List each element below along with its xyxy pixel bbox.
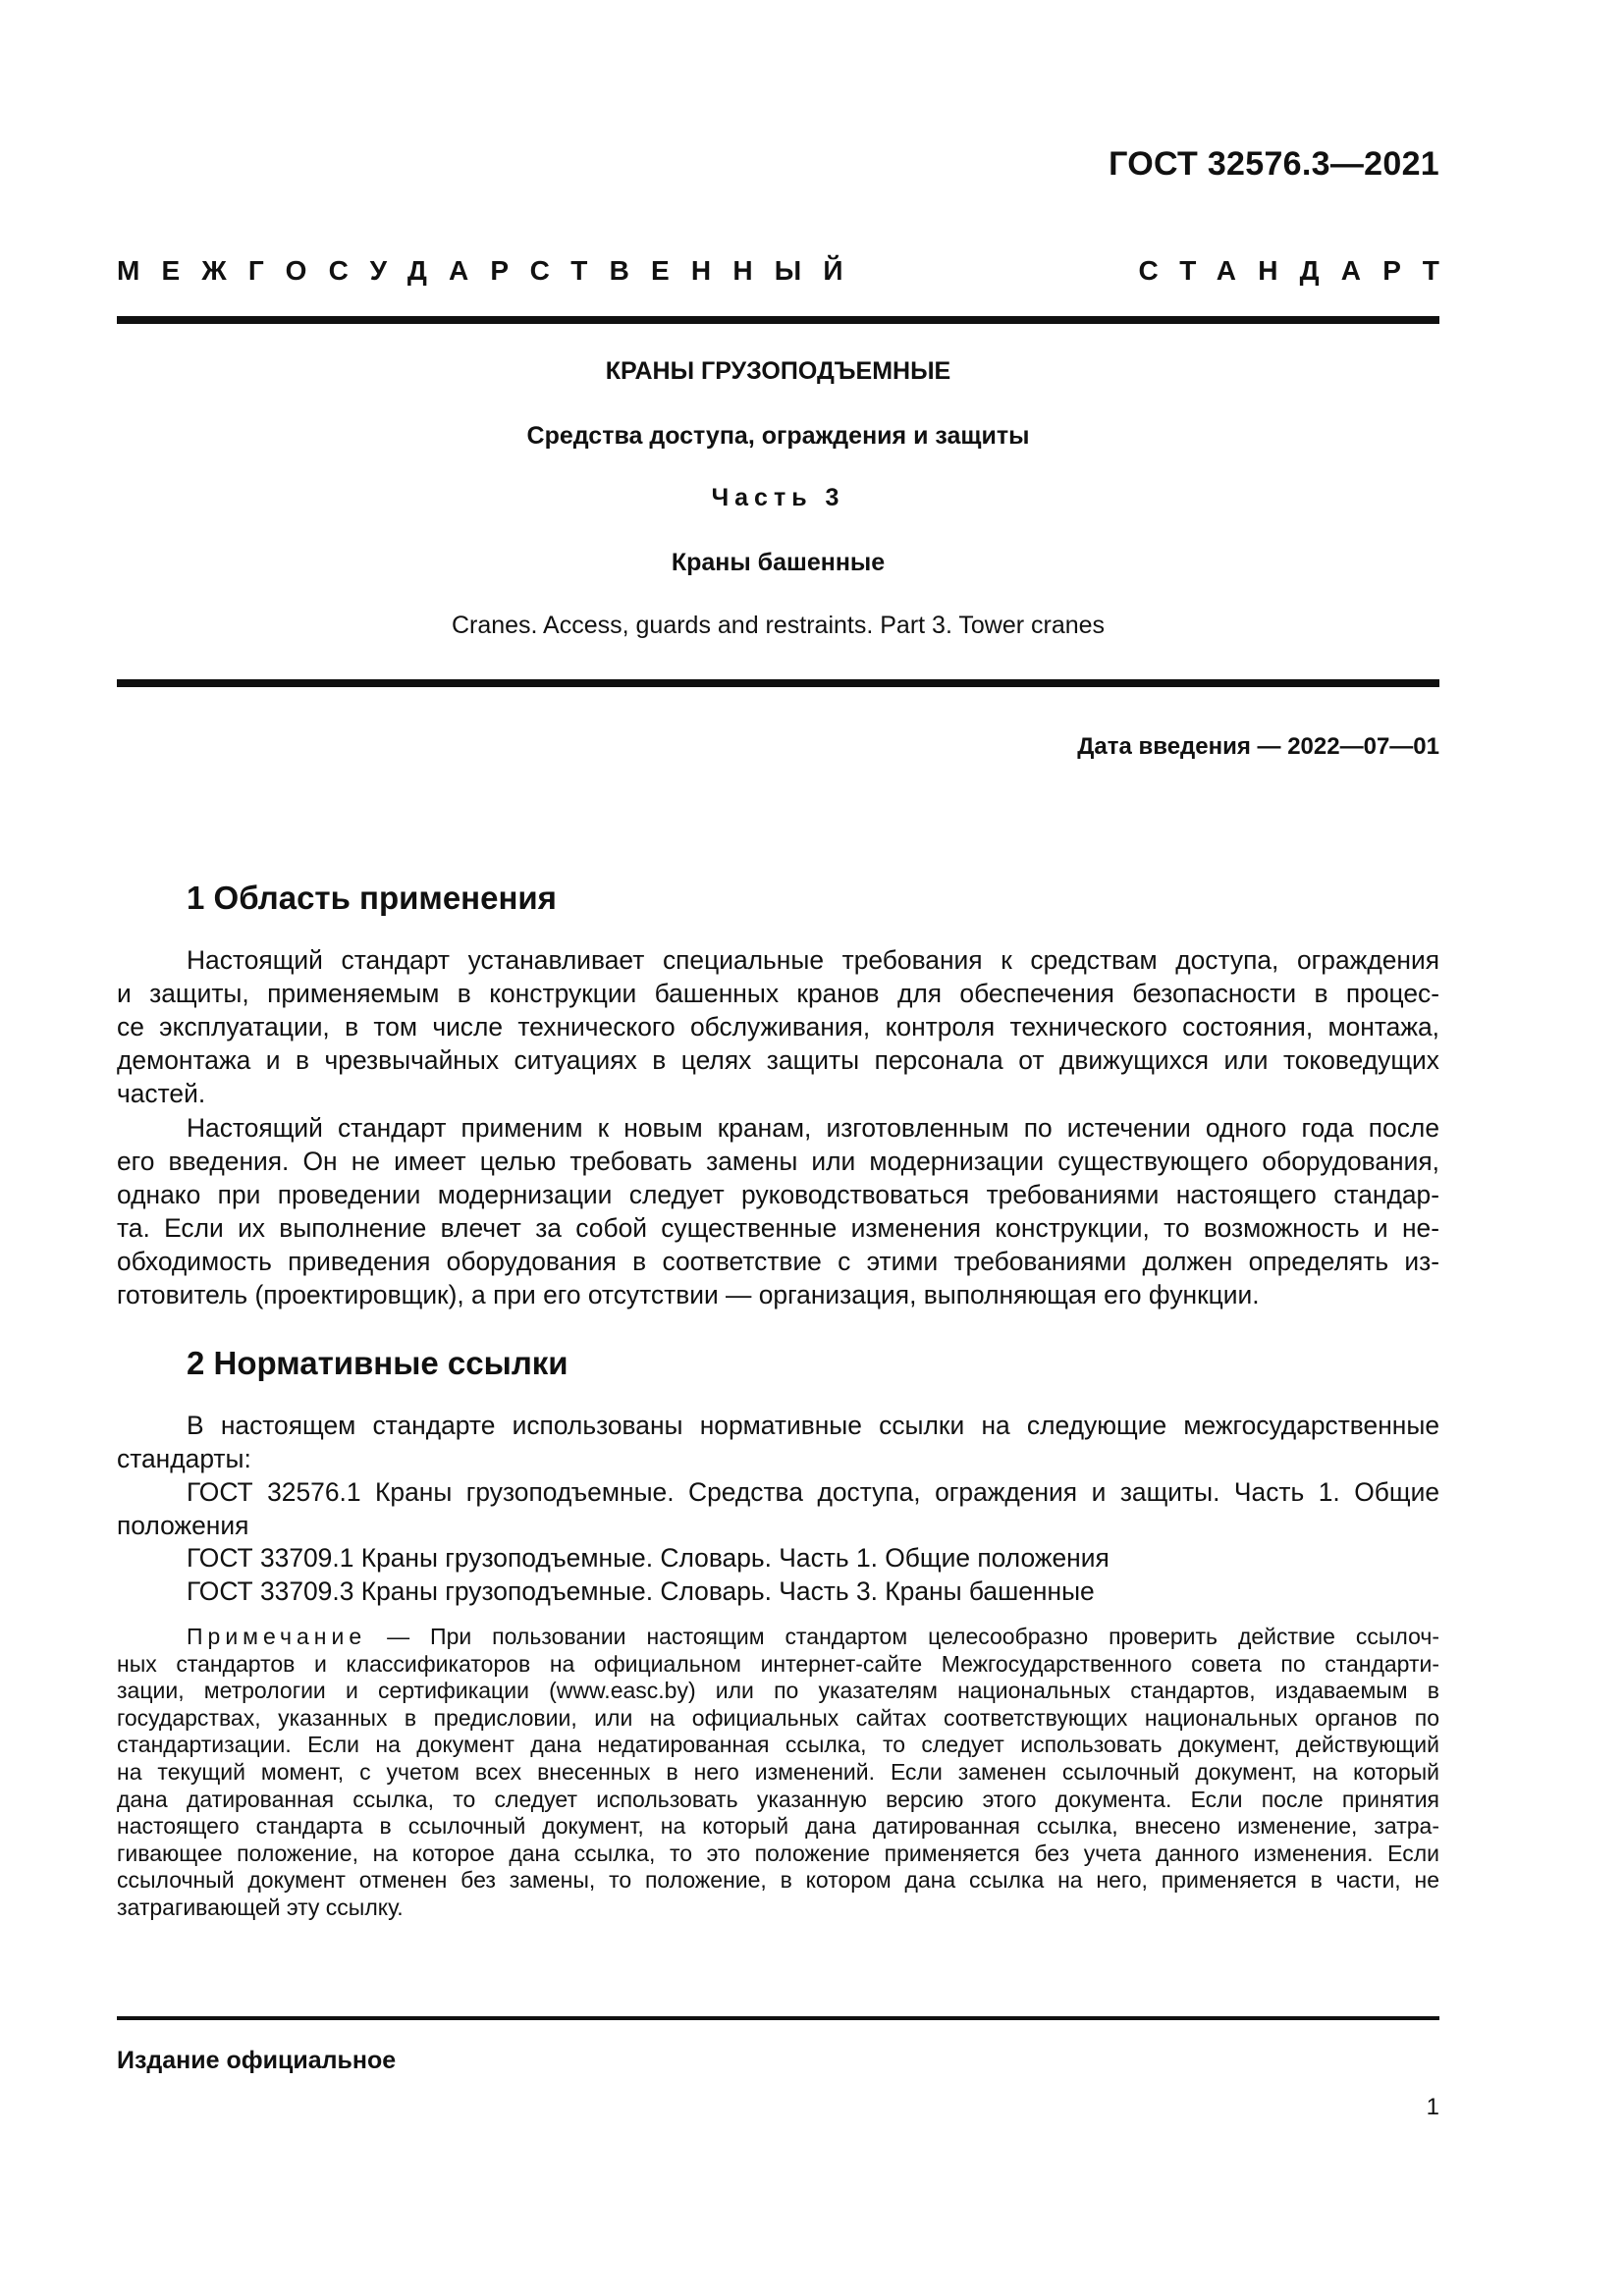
reference-gost-32576-1	[117, 1475, 1439, 1542]
note-line: гивающее положение, на которое дана ссылка, то это положение применяется без учета данного изменения. Если	[117, 1840, 1439, 1866]
text-line: та. Если их выполнение влечет за собой существенные изменения конструкции, то возможность и не-	[117, 1213, 1439, 1243]
note-text: — При пользовании настоящим стандартом целесообразно проверить действие ссылоч-	[387, 1624, 1440, 1649]
text-line: частей.	[117, 1079, 206, 1108]
reference-gost-33709-3: ГОСТ 33709.3 Краны грузоподъемные. Словарь. Часть 3. Краны башенные	[187, 1576, 1095, 1606]
section-2-intro	[117, 1409, 1439, 1475]
note-block	[117, 1624, 1439, 1922]
part-label: Часть 3	[711, 484, 845, 511]
official-edition-label: Издание официальное	[117, 2047, 397, 2074]
top-divider	[117, 316, 1439, 324]
introduction-date: Дата введения — 2022—07—01	[1077, 733, 1439, 760]
note-line: государствах, указанных в предисловии, или на официальных сайтах соответствующих национальных органов по	[117, 1704, 1439, 1731]
text-line: демонтажа и в чрезвычайных ситуациях в целях защиты персонала от движущихся или токоведущих	[117, 1045, 1439, 1075]
text-line: стандарты:	[117, 1444, 251, 1473]
text-line: В настоящем стандарте использованы нормативные ссылки на следующие межгосударственные	[187, 1411, 1439, 1440]
text-line: положения	[117, 1511, 249, 1540]
note-label: Примечание	[187, 1624, 367, 1649]
text-line: Настоящий стандарт устанавливает специальные требования к средствам доступа, ограждения	[187, 945, 1439, 975]
note-line: затрагивающей эту ссылку.	[117, 1894, 404, 1920]
page-number: 1	[1426, 2094, 1439, 2120]
text-line: однако при проведении модернизации следует руководствоваться требованиями настоящего стандар-	[117, 1180, 1439, 1209]
document-number: ГОСТ 32576.3—2021	[1109, 145, 1439, 183]
text-line: его введения. Он не имеет целью требовать замены или модернизации существующего оборудования,	[117, 1147, 1439, 1176]
section-1-paragraph-1	[117, 943, 1439, 1110]
note-line: на текущий момент, с учетом всех внесенных в него изменений. Если заменен ссылочный документ, на который	[117, 1758, 1439, 1785]
note-line: зации, метрологии и сертификации (www.easc.by) или по указателям национальных стандартов, издаваемым в	[117, 1678, 1439, 1704]
document-title: КРАНЫ ГРУЗОПОДЪЕМНЫЕ	[605, 357, 951, 385]
document-subtitle: Средства доступа, ограждения и защиты	[526, 422, 1030, 450]
part-name: Краны башенные	[671, 549, 886, 576]
text-line: ГОСТ 32576.1 Краны грузоподъемные. Средства доступа, ограждения и защиты. Часть 1. Общие	[187, 1477, 1439, 1507]
english-title: Cranes. Access, guards and restraints. Part 3. Tower cranes	[451, 612, 1106, 639]
section-1-paragraph-2	[117, 1111, 1439, 1311]
text-line: Настоящий стандарт применим к новым кранам, изготовленным по истечении одного года после	[187, 1113, 1439, 1143]
note-line: стандартизации. Если на документ дана недатированная ссылка, то следует использовать документ, действующий	[117, 1732, 1439, 1758]
footer-divider	[117, 2016, 1439, 2020]
note-line: дана датированная ссылка, то следует использовать указанную версию этого документа. Если после принятия	[117, 1786, 1439, 1812]
title-divider	[117, 679, 1439, 687]
text-line: обходимость приведения оборудования в соответствие с этими требованиями должен определять из-	[117, 1247, 1439, 1276]
note-line: ссылочный документ отменен без замены, то положение, в котором дана ссылка на него, применяется в части, не	[117, 1867, 1439, 1894]
text-line: и защиты, применяемым в конструкции башенных кранов для обеспечения безопасности в процес-	[117, 979, 1439, 1008]
banner-word-interstate: МЕЖГОСУДАРСТВЕННЫЙ	[117, 255, 865, 286]
section-1-heading: 1 Область применения	[187, 880, 557, 916]
reference-gost-33709-1: ГОСТ 33709.1 Краны грузоподъемные. Словарь. Часть 1. Общие положения	[187, 1543, 1110, 1573]
text-line: се эксплуатации, в том числе технического обслуживания, контроля технического состояния, монтажа,	[117, 1012, 1439, 1041]
section-2-heading: 2 Нормативные ссылки	[187, 1345, 568, 1381]
banner-word-standard: СТАНДАРТ	[1138, 255, 1461, 286]
note-first-line	[117, 1624, 1439, 1651]
text-line: готовитель (проектировщик), а при его отсутствии — организация, выполняющая его функции.	[117, 1280, 1260, 1309]
note-line: настоящего стандарта в ссылочный документ, на который дана датированная ссылка, внесено изменение, затра-	[117, 1813, 1439, 1840]
note-line: ных стандартов и классификаторов на официальном интернет-сайте Межгосударственного совета по стандарти-	[117, 1650, 1439, 1677]
